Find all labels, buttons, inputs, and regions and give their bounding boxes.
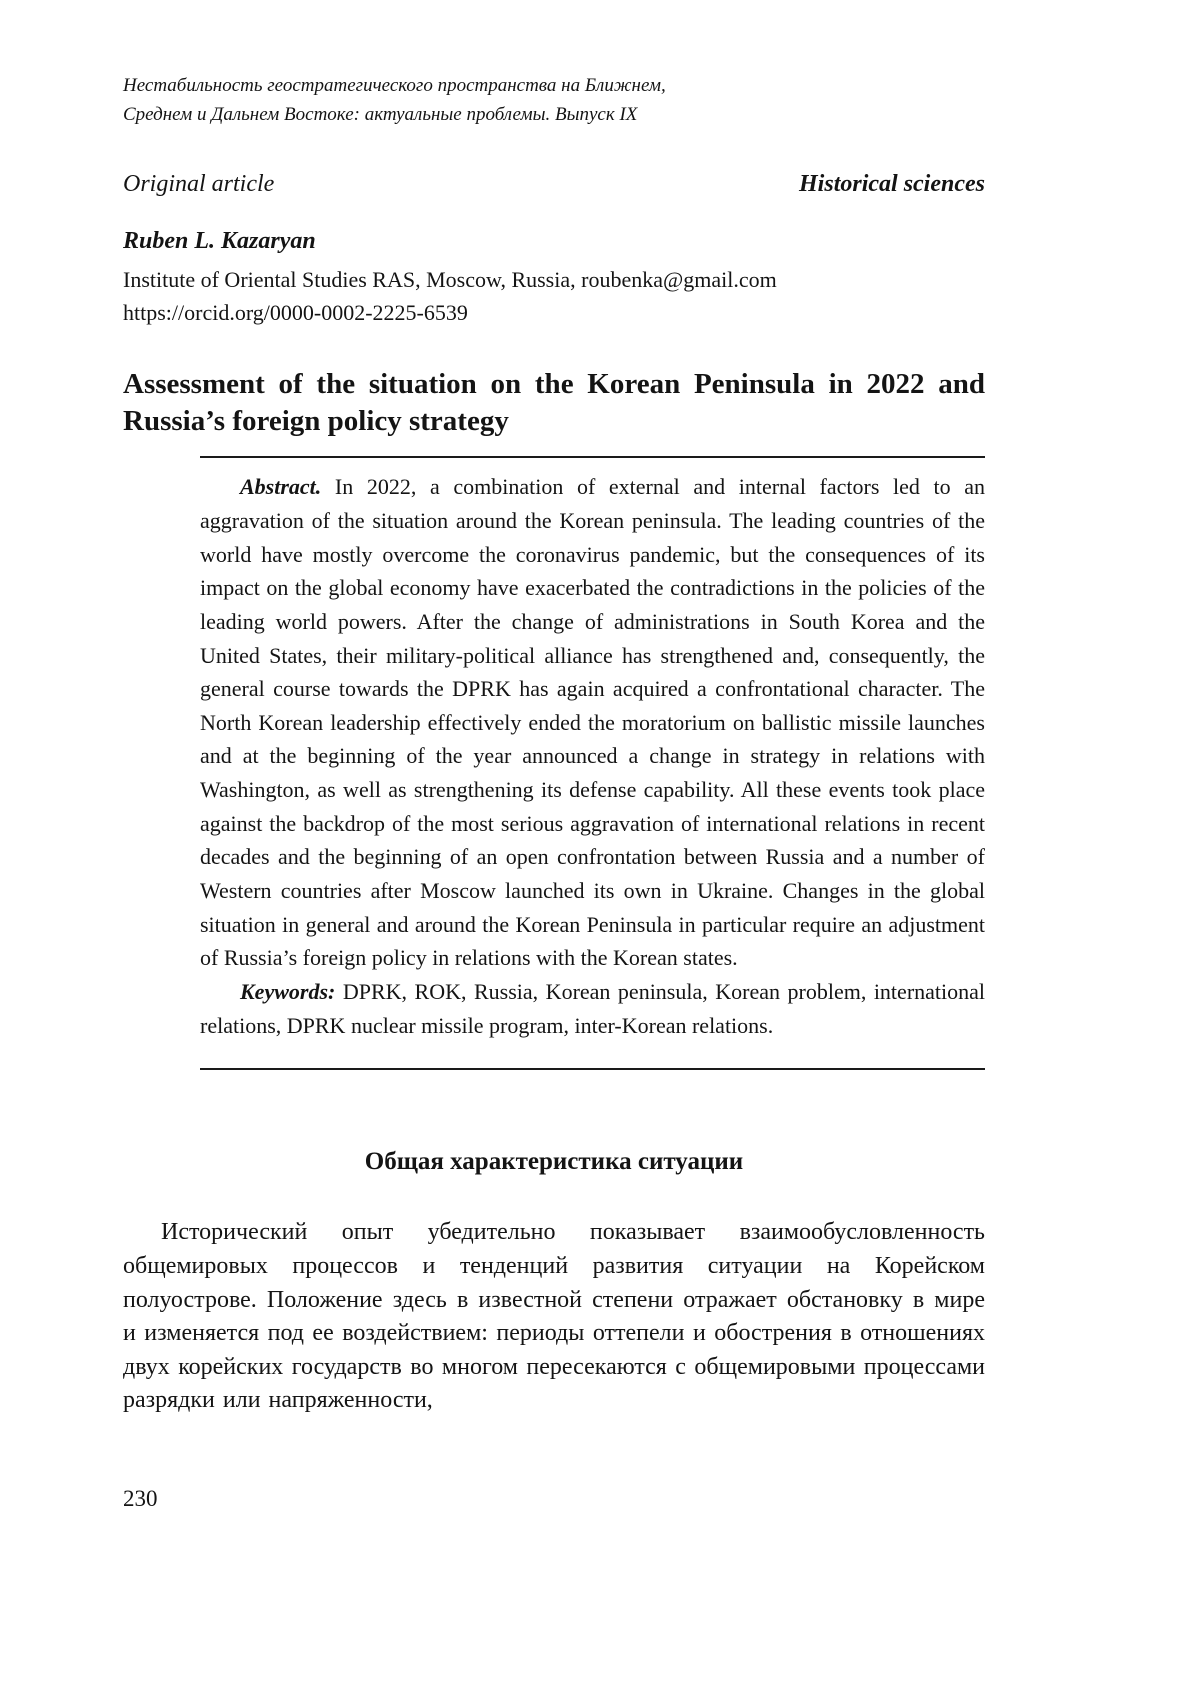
divider-rule-top (200, 456, 985, 458)
abstract-text: In 2022, a combination of external and internal factors led to an aggravation of the situation around the Korean peninsula. The leading countries of the world have mostly overcome the coronavirus pandemic, but the consequences of its impact on the global economy have exacerbated the contradictions in the policies of the leading world powers. After the change of administrations in South Korea and the United States, their military-political alliance has strengthened and, consequently, the general course towards the DPRK has again acquired a confrontational character. The North Korean leadership effectively ended the moratorium on ballistic missile launches and at the beginning of the year announced a change in strategy in relations with Washington, as well as strengthening its defense capability. All these events took place against the backdrop of the most serious aggravation of international relations in recent decades and the beginning of an open confrontation between Russia and a number of Western countries after Moscow launched its own in Ukraine. Changes in the global situation in general and around the Korean Peninsula in particular require an adjustment of Russia’s foreign policy in relations with the Korean states. (200, 474, 986, 971)
discipline-label: Historical sciences (799, 171, 985, 197)
keywords-text: DPRK, ROK, Russia, Korean peninsula, Korean problem, international relations, DPRK nuclear missile program, inter-Korean relations. (200, 979, 986, 1038)
section-heading: Общая характеристика ситуации (364, 1148, 744, 1176)
page-number: 230 (123, 1486, 158, 1511)
running-head (123, 72, 985, 129)
keywords-label: Keywords: (240, 979, 336, 1005)
abstract-block (200, 456, 985, 1070)
author-affiliation: Institute of Oriental Studies RAS, Moscow, Russia, roubenka@gmail.com (123, 267, 777, 292)
author-name: Ruben L. Kazaryan (123, 228, 316, 254)
body-paragraph: Исторический опыт убедительно показывает взаимообусловленность общемировых процессов и тенденций развития ситуации на Корейском полуострове. Положение здесь в известной степени отражает обстановку в мире и изменяется под ее воздействием: периоды оттепели и обострения в отношениях двух корейских государств во многом пересекаются с общемировыми процессами разрядки или напряженности, (123, 1219, 985, 1414)
article-title: Assessment of the situation on the Korean Peninsula in 2022 and Russia’s foreign policy strategy (123, 368, 985, 438)
abstract-label: Abstract. (240, 474, 322, 500)
running-head-line2: Среднем и Дальнем Востоке: актуальные проблемы. Выпуск IX (123, 103, 638, 125)
article-meta-row (123, 171, 985, 198)
article-type-label: Original article (123, 171, 275, 197)
abstract-paragraph (200, 470, 985, 975)
orcid-link[interactable]: https://orcid.org/0000-0002-2225-6539 (123, 300, 468, 325)
keywords-paragraph (200, 975, 985, 1042)
divider-rule-bottom (200, 1068, 985, 1070)
running-head-line1: Нестабильность геостратегического пространства на Ближнем, (123, 75, 666, 96)
